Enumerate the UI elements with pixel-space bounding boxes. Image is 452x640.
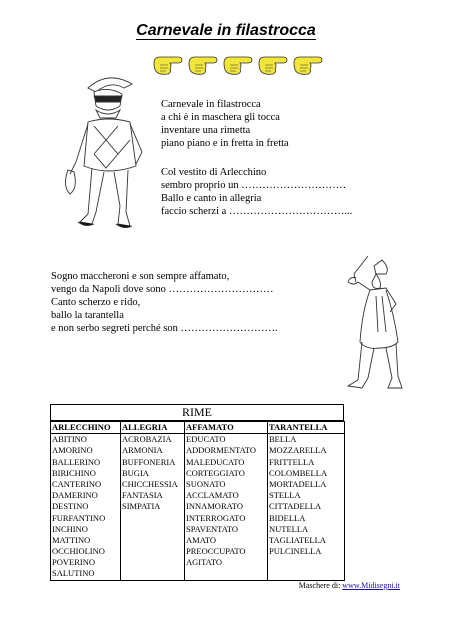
rime-word: SPAVENTATO <box>186 523 239 534</box>
column-header: ARLECCHINO <box>51 422 121 434</box>
rime-table <box>50 404 344 581</box>
rime-word: BIRICHINO <box>52 467 96 478</box>
verse-line: piano piano e in fretta in fretta <box>161 138 289 149</box>
rime-word: PREOCCUPATO <box>186 546 246 557</box>
rime-word: CORTEGGIATO <box>186 467 245 478</box>
pointing-hand-icon <box>259 57 287 74</box>
rime-grid <box>50 421 345 581</box>
rime-word: ACCLAMATO <box>186 490 239 501</box>
header-row <box>51 422 345 434</box>
verse-line: a chi è in maschera gli tocca <box>161 112 280 123</box>
stanza-2 <box>161 166 352 218</box>
rime-word: FRITTELLA <box>269 456 315 467</box>
rime-word: ARMONIA <box>122 445 163 456</box>
column-header: AFFAMATO <box>185 422 268 434</box>
word-lists-row <box>51 434 345 580</box>
footer-label: Maschere di: <box>298 581 341 590</box>
pointing-hand-icon <box>294 57 322 74</box>
rime-word: OCCHIOLINO <box>52 546 105 557</box>
rime-word: CITTADELLA <box>269 501 322 512</box>
rime-column-affamato <box>185 434 268 580</box>
verse-line: sembro proprio un ………………………… <box>161 180 347 191</box>
rime-word: ABITINO <box>52 434 87 445</box>
rime-word: DAMERINO <box>52 490 98 501</box>
rime-heading: RIME <box>50 404 344 421</box>
pointing-hand-icon <box>189 57 217 74</box>
verse-line: e non serbo segreti perché son ………………………. <box>51 323 278 334</box>
stanza-3 <box>51 270 278 335</box>
rime-word: DESTINO <box>52 501 89 512</box>
column-header: TARANTELLA <box>268 422 345 434</box>
rime-word: BELLA <box>269 434 297 445</box>
pulcinella-illustration <box>336 252 416 392</box>
rime-word: BUGIA <box>122 467 149 478</box>
verse-line: Col vestito di Arlecchino <box>161 167 267 178</box>
rime-column-arlecchino <box>51 434 121 580</box>
verse-line: Canto scherzo e rido, <box>51 297 141 308</box>
rime-word: AGITATO <box>186 557 222 568</box>
rime-word: MALEDUCATO <box>186 456 245 467</box>
pointing-hand-icon <box>224 57 252 74</box>
arlecchino-illustration <box>58 66 166 236</box>
rime-word: BIDELLA <box>269 512 306 523</box>
page-title: Carnevale in filastrocca <box>136 22 316 39</box>
rime-word: INNAMORATO <box>186 501 243 512</box>
rime-column-tarantella <box>268 434 345 580</box>
rime-word: STELLA <box>269 490 301 501</box>
rime-word: ADDORMENTATO <box>186 445 256 456</box>
verse-line: vengo da Napoli dove sono ………………………… <box>51 284 274 295</box>
verse-line: Carnevale in filastrocca <box>161 99 261 110</box>
footer-link[interactable]: www.Midisegni.it <box>342 581 400 590</box>
rime-word: ACROBAZIA <box>122 434 172 445</box>
rime-word: MORTADELLA <box>269 478 327 489</box>
verse-line: inventare una rimetta <box>161 125 251 136</box>
rime-word: MOZZARELLA <box>269 445 327 456</box>
rime-word: CANTERINO <box>52 478 102 489</box>
rime-column-allegria <box>121 434 185 580</box>
rime-word: INCHINO <box>52 523 88 534</box>
rime-word: NUTELLA <box>269 523 309 534</box>
rime-word: AMATO <box>186 534 217 545</box>
stanza-1 <box>161 98 289 150</box>
rime-word: COLOMBELLA <box>269 467 328 478</box>
rime-word: SUONATO <box>186 478 226 489</box>
rime-word: SALUTINO <box>52 568 95 579</box>
rime-word: MATTINO <box>52 534 91 545</box>
rime-word: POVERINO <box>52 557 95 568</box>
rime-word: INTERROGATO <box>186 512 246 523</box>
rime-word: PULCINELLA <box>269 546 322 557</box>
rime-word: TAGLIATELLA <box>269 534 326 545</box>
rime-word: FURFANTINO <box>52 512 106 523</box>
rime-word: AMORINO <box>52 445 93 456</box>
verse-line: Sogno maccheroni e son sempre affamato, <box>51 271 230 282</box>
rime-word: SIMPATIA <box>122 501 161 512</box>
rime-word: EDUCATO <box>186 434 226 445</box>
pointing-hands-row <box>148 50 328 76</box>
verse-line: faccio scherzi a ……………………………... <box>161 206 353 217</box>
verse-line: ballo la tarantella <box>51 310 124 321</box>
footer-credit <box>299 581 400 590</box>
rime-word: FANTASIA <box>122 490 163 501</box>
rime-word: CHICCHESSIA <box>122 478 178 489</box>
rime-word: BUFFONERIA <box>122 456 176 467</box>
rime-word: BALLERINO <box>52 456 101 467</box>
verse-line: Ballo e canto in allegria <box>161 193 262 204</box>
column-header: ALLEGRIA <box>121 422 185 434</box>
